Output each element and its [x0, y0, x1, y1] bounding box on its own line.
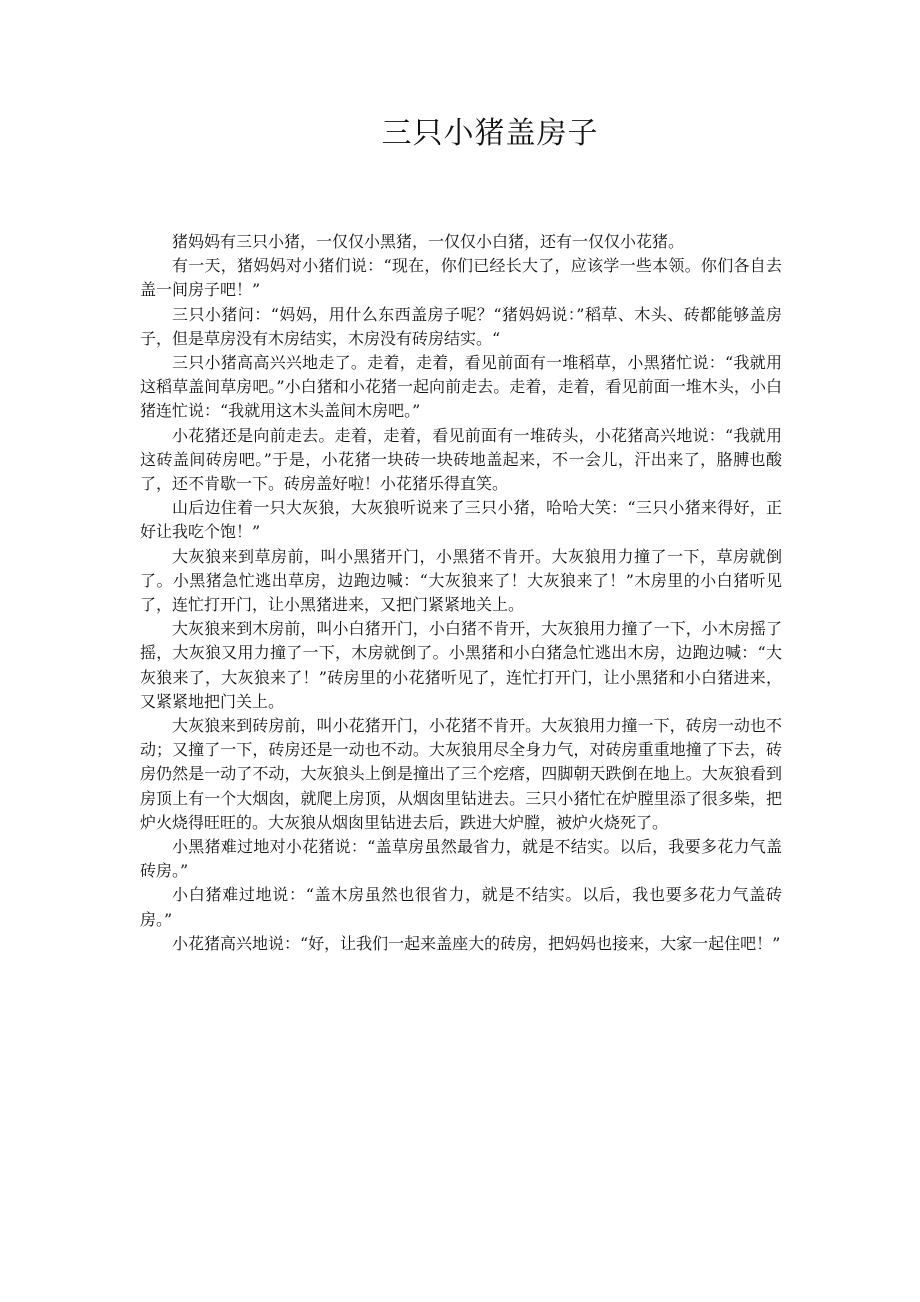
paragraph-8: 大灰狼来到木房前，叫小白猪开门，小白猪不肯开，大灰狼用力撞了一下，小木房摇了摇，大灰狼又用力撞了一下，木房就倒了。小黑猪和小白猪急忙逃出木房，边跑边喊：“大灰狼来了，大灰狼来了！”砖房里的小花猪听见了，连忙打开门，让小黑猪和小白猪进来，又紧紧地把门关上。	[140, 619, 782, 711]
paragraph-11: 小白猪难过地说：“盖木房虽然也很省力，就是不结实。以后，我也要多花力气盖砖房。”	[140, 885, 782, 929]
paragraph-1: 猪妈妈有三只小猪，一仅仅小黑猪，一仅仅小白猪，还有一仅仅小花猪。	[172, 232, 685, 251]
paragraph-10: 小黑猪难过地对小花猪说：“盖草房虽然最省力，就是不结实。以后，我要多花力气盖砖房。”	[140, 837, 782, 881]
paragraph-2: 有一天，猪妈妈对小猪们说：“现在，你们已经长大了，应该学一些本领。你们各自去盖一间房子吧！”	[140, 256, 782, 300]
document-title: 三只小猪盖房子	[381, 116, 599, 151]
paragraph-4: 三只小猪高高兴兴地走了。走着，走着，看见前面有一堆稻草，小黑猪忙说：“我就用这稻草盖间草房吧。”小白猪和小花猪一起向前走去。走着，走着，看见前面一堆木头，小白猪连忙说：“我就用这木头盖间木房吧。”	[140, 353, 782, 421]
paragraph-6: 山后边住着一只大灰狼，大灰狼听说来了三只小猪，哈哈大笑：“三只小猪来得好，正好让我吃个饱！”	[140, 498, 782, 542]
paragraph-9: 大灰狼来到砖房前，叫小花猪开门，小花猪不肯开。大灰狼用力撞一下，砖房一动也不动；又撞了一下，砖房还是一动也不动。大灰狼用尽全身力气，对砖房重重地撞了下去，砖房仍然是一动了不动，大灰狼头上倒是撞出了三个疙瘩，四脚朝天跌倒在地上。大灰狼看到房顶上有一个大烟囱，就爬上房顶，从烟囱里钻进去。三只小猪忙在炉膛里添了很多柴，把炉火烧得旺旺的。大灰狼从烟囱里钻进去后，跌进大炉膛，被炉火烧死了。	[140, 716, 782, 832]
paragraph-5: 小花猪还是向前走去。走着，走着，看见前面有一堆砖头，小花猪高兴地说：“我就用这砖盖间砖房吧。”于是，小花猪一块砖一块砖地盖起来，不一会儿，汗出来了，胳膊也酸了，还不肯歇一下。砖房盖好啦！小花猪乐得直笑。	[140, 425, 782, 494]
paragraph-3: 三只小猪问：“妈妈，用什么东西盖房子呢？“猪妈妈说：”稻草、木头、砖都能够盖房子，但是草房没有木房结实，木房没有砖房结实。“	[140, 304, 782, 348]
story-body	[140, 230, 782, 956]
paragraph-12: 小花猪高兴地说：“好，让我们一起来盖座大的砖房，把妈妈也接来，大家一起住吧！”	[172, 933, 781, 953]
paragraph-7: 大灰狼来到草房前，叫小黑猪开门，小黑猪不肯开。大灰狼用力撞了一下，草房就倒了。小黑猪急忙逃出草房，边跑边喊：“大灰狼来了！大灰狼来了！”木房里的小白猪听见了，连忙打开门，让小黑猪进来，又把门紧紧地关上。	[140, 546, 782, 615]
